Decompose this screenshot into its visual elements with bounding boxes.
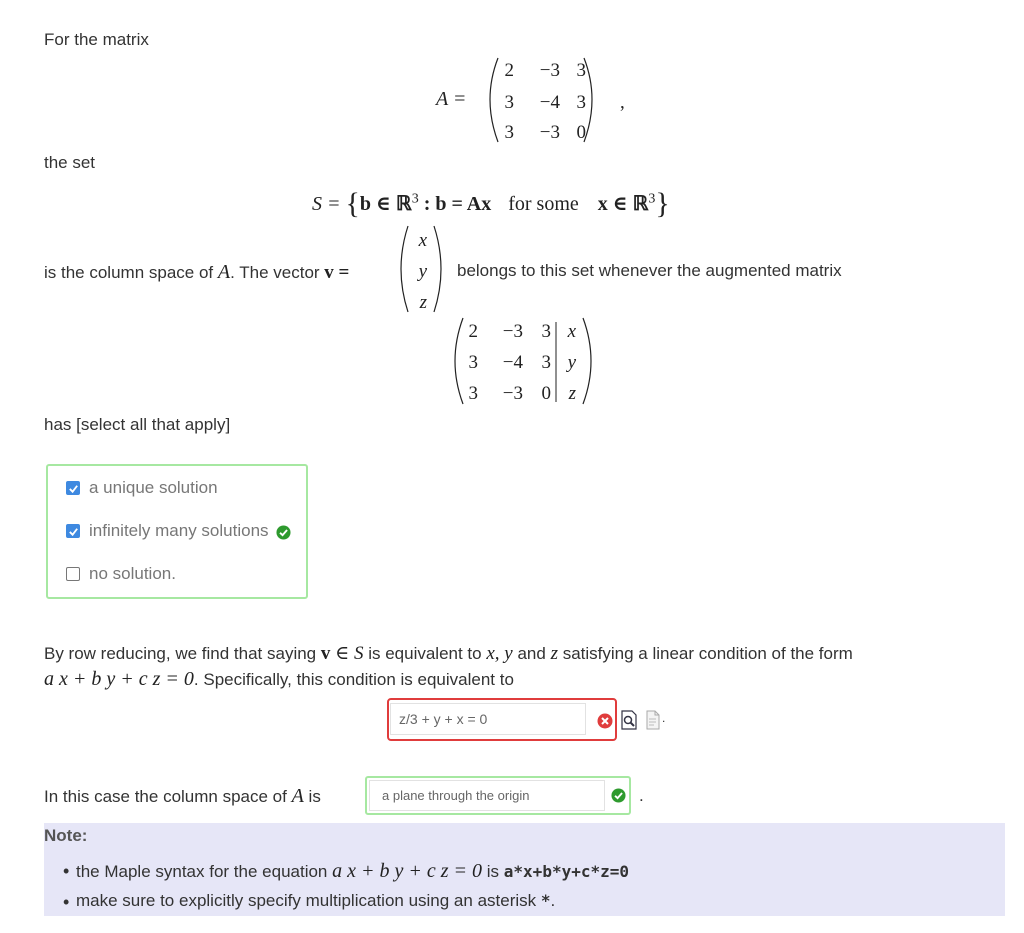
- note-item2-code: *: [540, 891, 551, 910]
- syntax-help-icon[interactable]: [645, 710, 661, 730]
- matrix-a: [484, 56, 624, 146]
- symbol-a-2: A: [291, 785, 304, 807]
- column-space-select[interactable]: a plane through the origin: [369, 780, 605, 811]
- note-item1-is: is: [486, 862, 500, 881]
- augmented-cell: z: [568, 383, 576, 404]
- intro-column-space-line: [44, 261, 349, 284]
- vector-v: [398, 224, 444, 316]
- row-reduce-text-a: By row reducing, we find that saying: [44, 644, 317, 663]
- matrix-a-cell: −3: [539, 122, 560, 143]
- augmented-matrix: [449, 316, 599, 408]
- preview-icon[interactable]: [620, 710, 638, 730]
- vector-v-cell: z: [419, 292, 427, 313]
- set-colon-b: : b = A: [423, 193, 482, 215]
- correct-check-icon: [611, 788, 626, 803]
- note-item1-text: the Maple syntax for the equation: [76, 862, 328, 881]
- bullet: •: [63, 892, 70, 912]
- row-reduce-and: and: [517, 644, 546, 663]
- column-space-period: .: [639, 786, 644, 805]
- math-xy: x, y: [486, 643, 513, 664]
- set-x-bold: x: [481, 193, 492, 215]
- symbol-a: A: [217, 261, 231, 283]
- note-item1-code: a*x+b*y+c*z=0: [503, 862, 630, 881]
- row-reduce-line1: [44, 642, 853, 665]
- matrix-a-comma: ,: [620, 92, 625, 113]
- augmented-cell: −3: [502, 321, 523, 342]
- vector-v-cell: y: [418, 261, 427, 282]
- vector-v-label: v =: [324, 262, 350, 283]
- augmented-cell: 3: [541, 321, 551, 342]
- option-infinitely-many[interactable]: [66, 521, 291, 541]
- option-no-solution[interactable]: [66, 564, 176, 584]
- brace-close: }: [655, 187, 670, 220]
- intro-for-the-matrix: For the matrix: [44, 30, 149, 49]
- option-label: infinitely many solutions: [89, 521, 269, 540]
- matrix-a-cell: 3: [504, 92, 514, 113]
- matrix-a-cell: 3: [504, 122, 514, 143]
- vector-v-cell: x: [418, 230, 427, 251]
- set-exp: 3: [411, 191, 419, 207]
- has-select-text: has [select all that apply]: [44, 415, 231, 434]
- augmented-cell: −4: [502, 352, 523, 373]
- row-reduce-text-line2: . Specifically, this condition is equivalent to: [193, 670, 514, 689]
- augmented-cell: 3: [468, 352, 478, 373]
- matrix-a-cell: 0: [576, 122, 586, 143]
- set-for-some: for some: [508, 193, 579, 215]
- set-definition: [312, 184, 670, 218]
- note-item1-eq: a x + b y + c z = 0: [332, 860, 483, 882]
- augmented-cell: 3: [541, 352, 551, 373]
- set-s-eq: S =: [312, 193, 341, 215]
- note-box: [44, 823, 1005, 916]
- column-space-prefix: In this case the column space of: [44, 787, 287, 806]
- set-exp2: 3: [648, 191, 656, 207]
- dot-after-icons: .: [662, 711, 666, 725]
- matrix-a-cell: 2: [504, 60, 514, 81]
- matrix-a-cell: 3: [576, 60, 586, 81]
- augmented-cell: y: [567, 352, 576, 373]
- set-x-in: x ∈ ℝ: [597, 193, 649, 215]
- checkbox-checked-icon[interactable]: [66, 481, 80, 495]
- correct-check-icon: [276, 525, 291, 540]
- note-item2-end: .: [550, 891, 556, 910]
- augmented-cell: 3: [468, 383, 478, 404]
- options-group: [46, 464, 308, 599]
- row-reduce-text-c: satisfying a linear condition of the form: [562, 644, 853, 663]
- set-b-in: b ∈ ℝ: [359, 193, 412, 215]
- row-reduce-line2: [44, 668, 514, 691]
- matrix-a-cell: 3: [576, 92, 586, 113]
- matrix-a-cell: −3: [539, 60, 560, 81]
- the-vector-text: . The vector: [230, 263, 320, 282]
- bullet: •: [63, 861, 70, 881]
- answer-input[interactable]: z/3 + y + x = 0: [390, 703, 586, 735]
- option-label: a unique solution: [89, 478, 218, 497]
- option-label: no solution.: [89, 564, 176, 583]
- intro-the-set: the set: [44, 153, 96, 172]
- augmented-cell: 2: [468, 321, 478, 342]
- equation-form: a x + b y + c z = 0: [44, 668, 194, 690]
- belongs-text: belongs to this set whenever the augmented matrix: [457, 261, 842, 280]
- note-item-1: [63, 860, 630, 883]
- math-z: z: [550, 643, 558, 664]
- is-column-space-text: is the column space of: [44, 263, 214, 282]
- row-reduce-text-b: is equivalent to: [368, 644, 482, 663]
- brace-open: {: [345, 187, 360, 220]
- checkbox-checked-icon[interactable]: [66, 524, 80, 538]
- augmented-cell: x: [567, 321, 576, 342]
- note-title: Note:: [44, 826, 88, 845]
- column-space-is: is: [308, 787, 321, 806]
- matrix-a-cell: −4: [539, 92, 560, 113]
- matrix-a-label: A =: [436, 88, 467, 110]
- v-in-s: v ∈ S: [320, 643, 364, 664]
- augmented-cell: 0: [541, 383, 551, 404]
- augmented-cell: −3: [502, 383, 523, 404]
- option-unique-solution[interactable]: [66, 478, 218, 498]
- note-item-2: [63, 891, 556, 912]
- column-space-line: [44, 785, 321, 808]
- incorrect-x-icon: [597, 713, 613, 729]
- note-item2-text: make sure to explicitly specify multiplication using an asterisk: [76, 891, 537, 910]
- checkbox-unchecked-icon[interactable]: [66, 567, 80, 581]
